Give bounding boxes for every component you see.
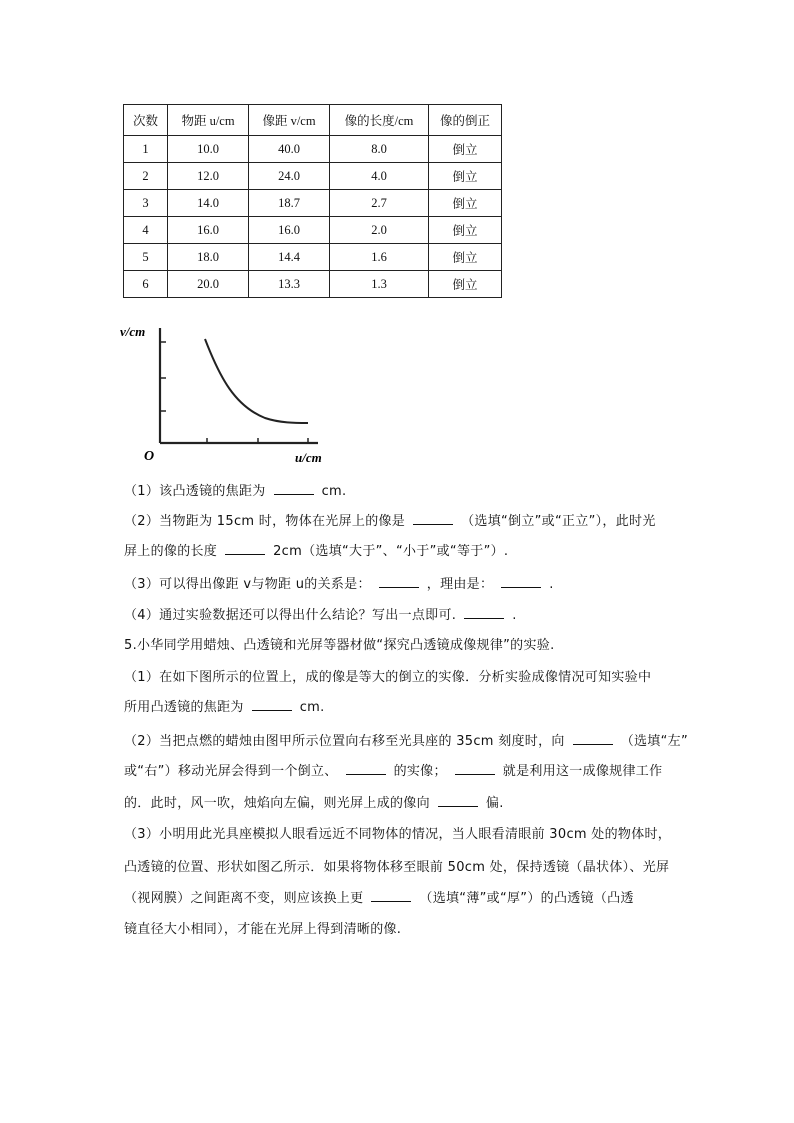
q5-part1-cont-text: 所用凸透镜的焦距为	[124, 700, 244, 715]
q5-part2-cont2-end: 偏.	[485, 796, 504, 811]
header-object-distance: 物距 u/cm	[168, 105, 249, 136]
answer-blank[interactable]	[464, 606, 504, 619]
table-row	[124, 163, 502, 190]
q5-part1-unit: cm.	[299, 700, 325, 715]
cell: 2.7	[330, 190, 429, 217]
q4-part4	[124, 604, 517, 623]
q5-part2-cont2-text: 的．此时，风一吹，烛焰向左偏，则光屏上成的像向	[124, 796, 430, 811]
q5-title: 5.小华同学用蜡烛、凸透镜和光屏等器材做“探究凸透镜成像规律”的实验.	[124, 638, 555, 653]
cell: 12.0	[168, 163, 249, 190]
q4-part2-cont-hint: 2cm（选填“大于”、“小于”或“等于”）.	[273, 544, 509, 559]
q5-part3-line2: 凸透镜的位置、形状如图乙所示．如果将物体移至眼前 50cm 处，保持透镜（晶状体）、光屏	[124, 860, 670, 875]
header-image-distance: 像距 v/cm	[249, 105, 330, 136]
q5-part2-hint: （选填“左”	[620, 734, 688, 749]
cell: 18.0	[168, 244, 249, 271]
q5-part2-cont-end: 就是利用这一成像规律工作	[502, 764, 663, 779]
cell: 倒立	[429, 136, 502, 163]
q4-part4-end: .	[512, 608, 517, 623]
cell: 20.0	[168, 271, 249, 298]
q5-part2-cont-mid: 的实像；	[393, 764, 447, 779]
q5-part3-line4: 镜直径大小相同），才能在光屏上得到清晰的像.	[124, 922, 402, 937]
q4-part2-cont-text: 屏上的像的长度	[124, 544, 218, 559]
cell: 13.3	[249, 271, 330, 298]
cell: 1.3	[330, 271, 429, 298]
y-axis-label: v/cm	[120, 324, 146, 339]
q5-part1: （1）在如下图所示的位置上，成的像是等大的倒立的实像．分析实验成像情况可知实验中	[124, 670, 652, 685]
header-orientation: 像的倒正	[429, 105, 502, 136]
answer-blank[interactable]	[455, 762, 495, 775]
q4-part3	[124, 573, 554, 592]
q5-part1-cont	[124, 696, 325, 715]
answer-blank[interactable]	[346, 762, 386, 775]
answer-blank[interactable]	[252, 698, 292, 711]
cell: 8.0	[330, 136, 429, 163]
answer-blank[interactable]	[274, 482, 314, 495]
q5-part2-cont-text: 或“右”）移动光屏会得到一个倒立、	[124, 764, 338, 779]
cell: 3	[124, 190, 168, 217]
cell: 倒立	[429, 163, 502, 190]
q4-part3-text: （3）可以得出像距 v与物距 u的关系是：	[124, 577, 371, 592]
origin-label: O	[144, 449, 155, 464]
cell: 1	[124, 136, 168, 163]
q5-part2-text: （2）当把点燃的蜡烛由图甲所示位置向右移至光具座的 35cm 刻度时，向	[124, 734, 565, 749]
cell: 2.0	[330, 217, 429, 244]
q4-part2	[124, 510, 656, 529]
cell: 4	[124, 217, 168, 244]
q4-part1	[124, 480, 346, 499]
q5-part3-line3	[124, 887, 634, 906]
cell: 14.4	[249, 244, 330, 271]
header-image-length: 像的长度/cm	[330, 105, 429, 136]
answer-blank[interactable]	[379, 575, 419, 588]
answer-blank[interactable]	[413, 512, 453, 525]
cell: 18.7	[249, 190, 330, 217]
table-row	[124, 244, 502, 271]
q5-part3-line3-hint: （选填“薄”或“厚”）的凸透镜（凸透	[419, 891, 634, 906]
table-row	[124, 190, 502, 217]
q5-part2-cont2	[124, 792, 504, 811]
answer-blank[interactable]	[371, 889, 411, 902]
cell: 倒立	[429, 271, 502, 298]
image-distance-graph	[120, 318, 340, 466]
cell: 24.0	[249, 163, 330, 190]
cell: 倒立	[429, 190, 502, 217]
x-axis-label: u/cm	[295, 450, 322, 465]
q4-part3-end: .	[549, 577, 554, 592]
q4-part2-text: （2）当物距为 15cm 时，物体在光屏上的像是	[124, 514, 406, 529]
cell: 倒立	[429, 217, 502, 244]
cell: 倒立	[429, 244, 502, 271]
q5-part3: （3）小明用此光具座模拟人眼看远近不同物体的情况，当人眼看清眼前 30cm 处的物体时，	[124, 827, 672, 842]
answer-blank[interactable]	[438, 794, 478, 807]
answer-blank[interactable]	[501, 575, 541, 588]
experiment-data-table	[123, 104, 502, 298]
q5-part2-cont	[124, 760, 662, 779]
q5-part2	[124, 730, 688, 749]
answer-blank[interactable]	[225, 542, 265, 555]
table-row	[124, 136, 502, 163]
cell: 16.0	[249, 217, 330, 244]
cell: 2	[124, 163, 168, 190]
cell: 4.0	[330, 163, 429, 190]
q4-part1-text: （1）该凸透镜的焦距为	[124, 484, 266, 499]
cell: 14.0	[168, 190, 249, 217]
q4-part3-reason: ，理由是：	[426, 577, 494, 592]
cell: 10.0	[168, 136, 249, 163]
answer-blank[interactable]	[573, 732, 613, 745]
table-row	[124, 271, 502, 298]
table-header-row	[124, 105, 502, 136]
cell: 40.0	[249, 136, 330, 163]
header-trial: 次数	[124, 105, 168, 136]
cell: 16.0	[168, 217, 249, 244]
q4-part2-cont	[124, 540, 508, 559]
q4-part1-unit: cm.	[321, 484, 347, 499]
v-u-curve	[205, 339, 308, 423]
q4-part4-text: （4）通过实验数据还可以得出什么结论？写出一点即可.	[124, 608, 457, 623]
cell: 6	[124, 271, 168, 298]
cell: 1.6	[330, 244, 429, 271]
q4-part2-hint: （选填“倒立”或“正立”），此时光	[461, 514, 656, 529]
q5-part3-line3-text: （视网膜）之间距离不变，则应该换上更	[124, 891, 364, 906]
table-row	[124, 217, 502, 244]
cell: 5	[124, 244, 168, 271]
